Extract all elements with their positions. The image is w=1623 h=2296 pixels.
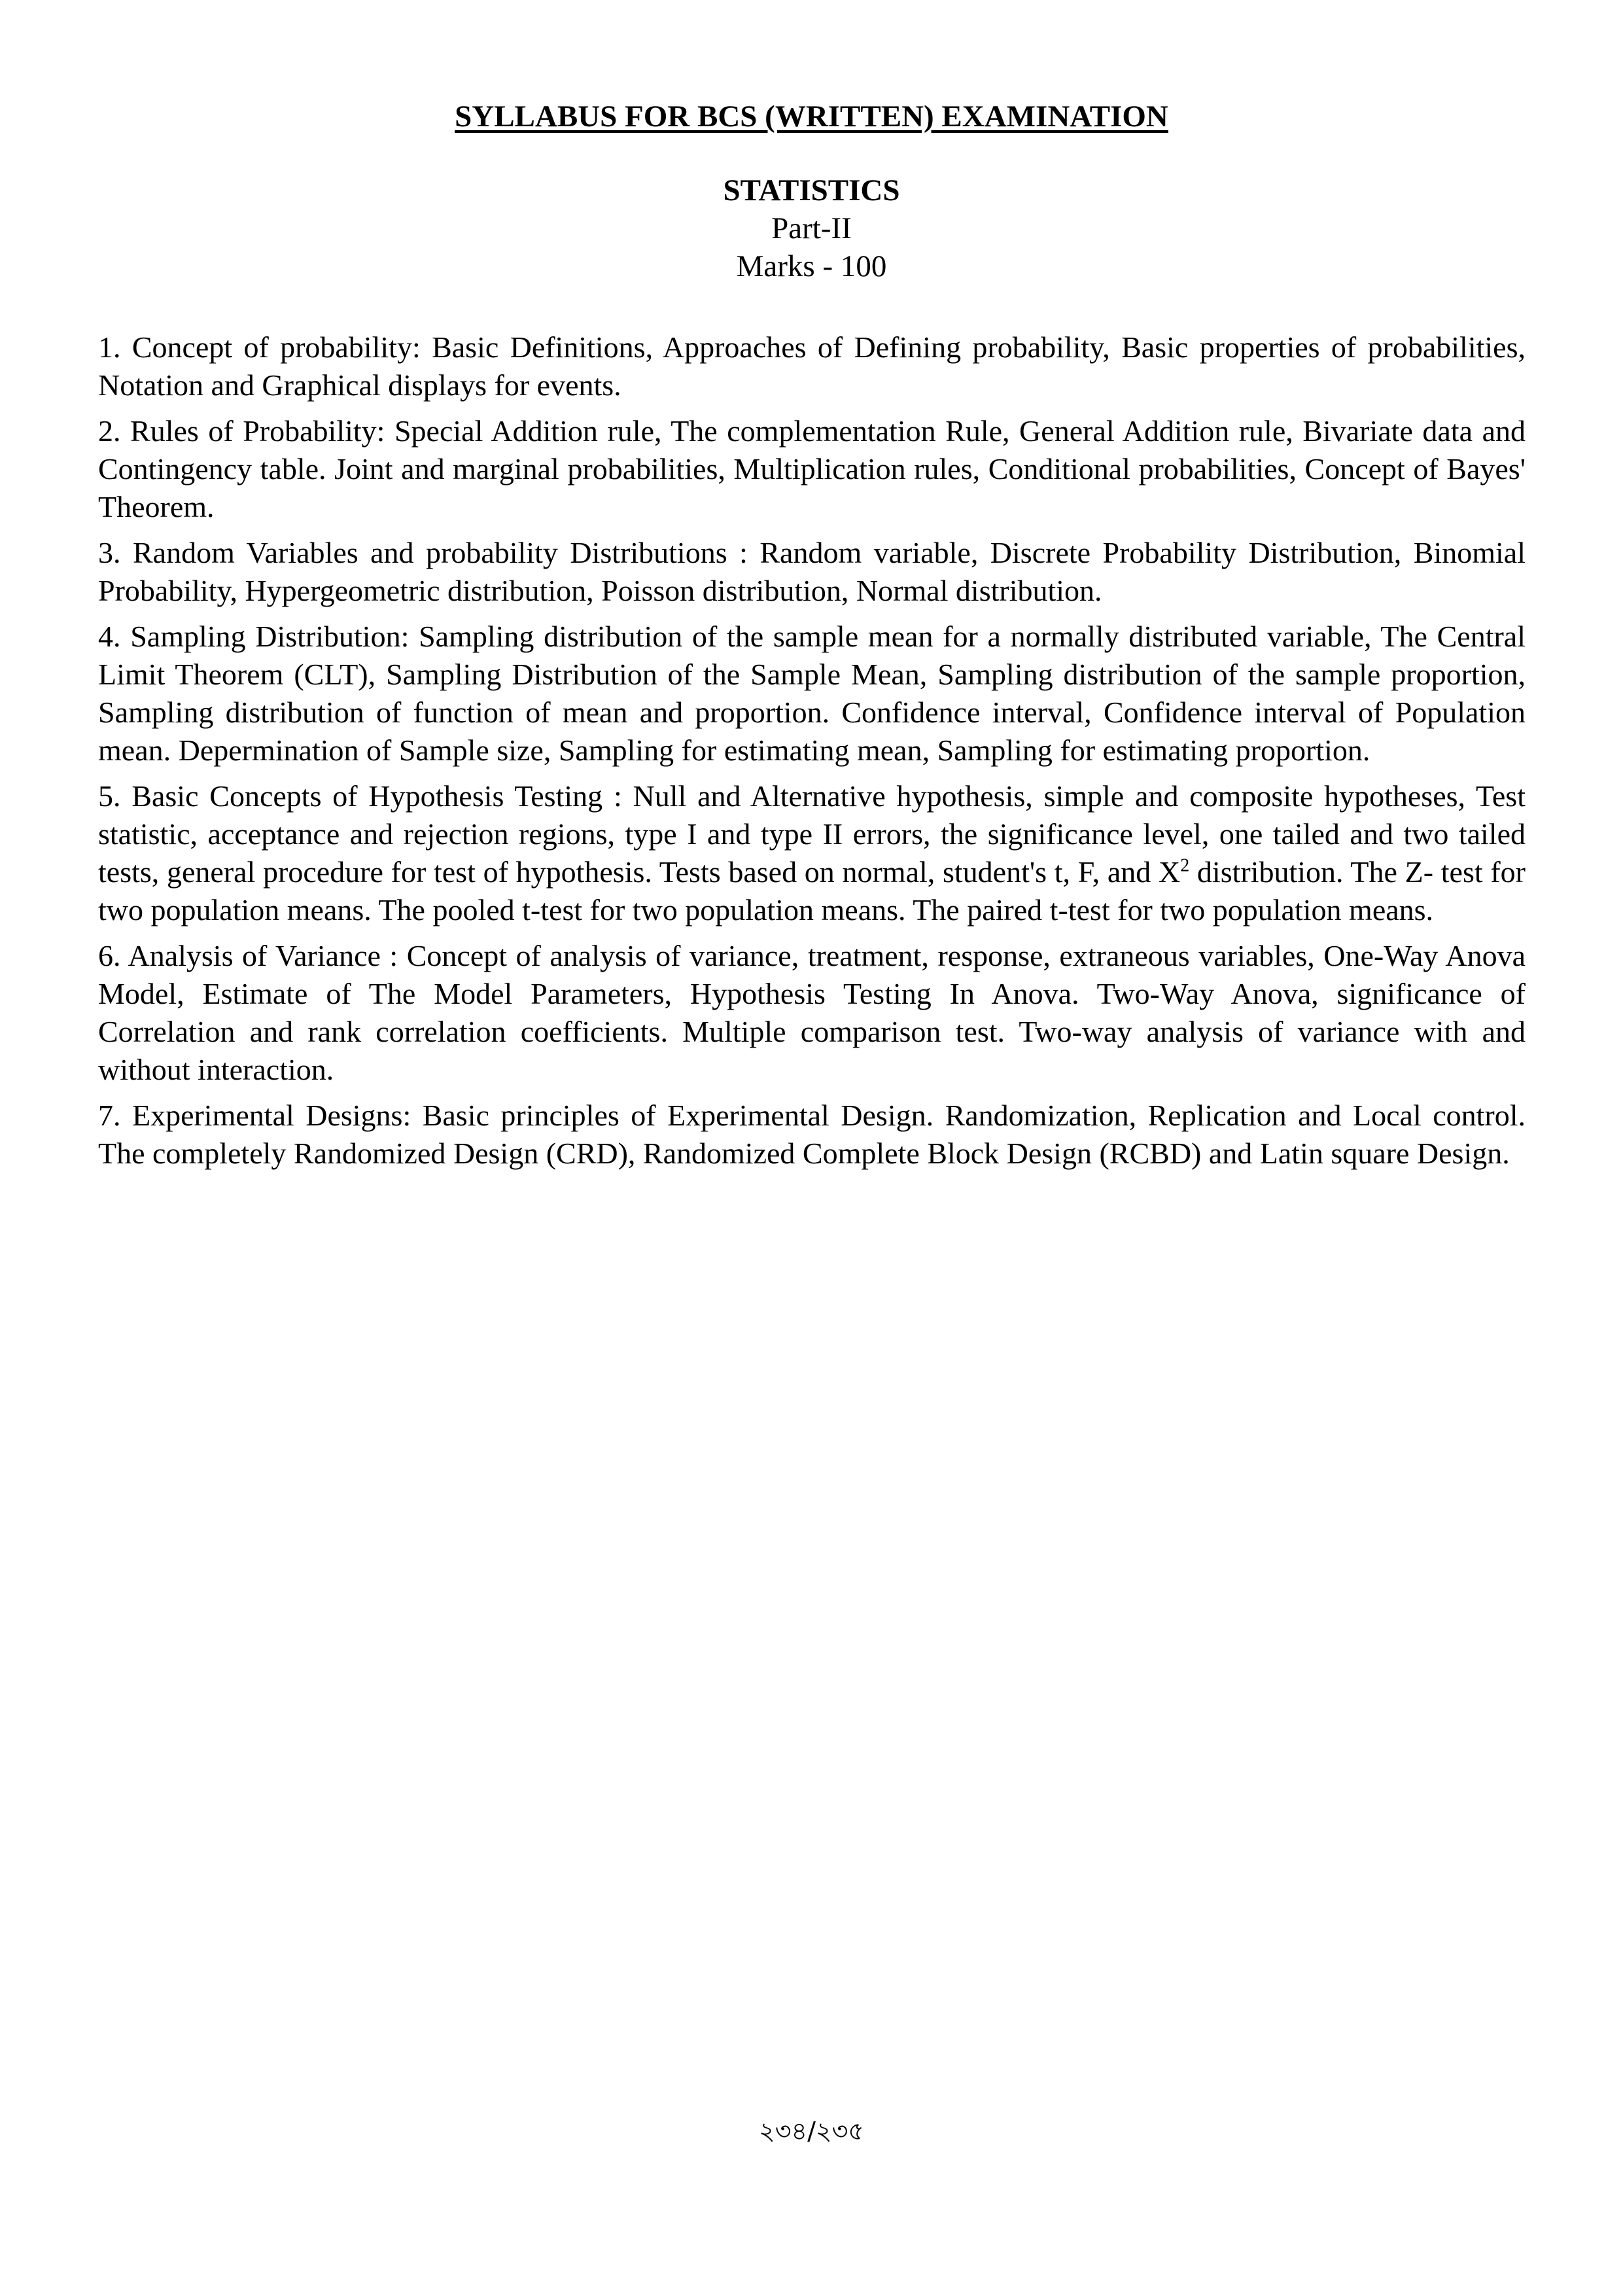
syllabus-topic-2: 2. Rules of Probability: Special Addition rule, The complementation Rule, General Addition rule, Bivariate data and Contingency table. Joint and marginal probabilities, Multiplication rules, Conditional probabilities, Concept of Bayes' Theorem.: [98, 414, 1526, 523]
syllabus-topic-6: 6. Analysis of Variance : Concept of analysis of variance, treatment, response, extraneous variables, One-Way Anova Model, Estimate of The Model Parameters, Hypothesis Testing In Anova. Two-Way Anova, significance of Correlation and rank correlation coefficients. Multiple comparison test. Two-way analysis of variance with and without interaction.: [98, 939, 1526, 1086]
syllabus-topic-7: 7. Experimental Designs: Basic principles of Experimental Design. Randomization, Replication and Local control. The completely Randomized Design (CRD), Randomized Complete Block Design (RCBD) and Latin square Design.: [98, 1099, 1526, 1170]
syllabus-topic-list: [98, 328, 1526, 1180]
syllabus-topic-5: [98, 777, 1526, 929]
syllabus-topic-3: 3. Random Variables and probability Distributions : Random variable, Discrete Probability Distribution, Binomial Probability, Hypergeometric distribution, Poisson distribution, Normal distribution.: [98, 536, 1526, 607]
syllabus-topic-5-text-continued: distribution. The Z- test for two population means. The pooled t-test for two population means. The paired t-test for two population means.: [98, 855, 1526, 927]
subject-name: STATISTICS: [723, 173, 900, 207]
syllabus-topic-5-text: 5. Basic Concepts of Hypothesis Testing : Null and Alternative hypothesis, simple and composite hypotheses, Test statistic, acceptance and rejection regions, type I and type II errors, the significance level, one tailed and two tailed tests, general procedure for test of hypothesis. Tests based on normal, student's t, F, and X: [98, 779, 1526, 889]
superscript-exponent: 2: [1180, 855, 1190, 876]
subject-part: Part-II: [771, 211, 852, 245]
syllabus-topic-4: 4. Sampling Distribution: Sampling distribution of the sample mean for a normally distributed variable, The Central Limit Theorem (CLT), Sampling Distribution of the Sample Mean, Sampling distribution of the sample proportion, Sampling distribution of function of mean and proportion. Confidence interval, Confidence interval of Population mean. Depermination of Sample size, Sampling for estimating mean, Sampling for estimating proportion.: [98, 620, 1526, 767]
subject-header: [0, 171, 1623, 285]
page-number: ২৩৪/২৩৫: [759, 2117, 864, 2146]
subject-marks: Marks - 100: [736, 249, 887, 283]
syllabus-topic-1: 1. Concept of probability: Basic Definitions, Approaches of Defining probability, Basic properties of probabilities, Notation and Graphical displays for events.: [98, 330, 1526, 402]
page-title: SYLLABUS FOR BCS (WRITTEN) EXAMINATION: [455, 99, 1168, 133]
